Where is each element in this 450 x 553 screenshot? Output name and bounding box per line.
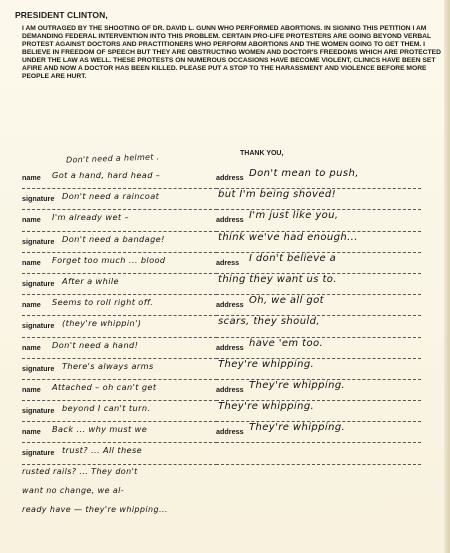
left-fill-line [22, 421, 217, 422]
right-row [216, 231, 421, 255]
handwritten-top-line: Don't need a helmet . [65, 152, 160, 165]
left-row [22, 297, 217, 318]
right-handwriting: I don't believe a [249, 252, 337, 264]
left-row [22, 403, 217, 424]
left-row [22, 340, 217, 361]
left-label-name: name [22, 384, 41, 394]
right-handwriting: I'm just like you, [249, 210, 339, 222]
right-label-address: address [216, 427, 244, 437]
left-label-name: name [22, 300, 41, 310]
right-row [216, 170, 421, 191]
right-handwriting: but I'm being shoved! [218, 189, 337, 201]
left-fill-line [22, 188, 217, 189]
left-handwriting: Forget too much ... blood [52, 254, 166, 265]
left-label-signature: signature [22, 321, 55, 331]
left-fill-line [22, 273, 217, 274]
petition-body: I AM OUTRAGED BY THE SHOOTING OF DR. DAVID L. GUNN WHO PERFORMED ABORTIONS. IN SIGNING THIS PETITION I AM DEMANDING FEDERAL INTERVENTION INTO THIS PROBLEM. CERTAIN PRO-LIFE PROTESTERS ARE GOING BEYOND VERBAL PROTEST AGAINST DOCTORS AND PRACTITIONERS WHO PERFORM ABORTIONS AND THE WOMEN GOING TO GET THEM. I BELIEVE IN FREEDOM OF SPEECH BUT THEY ARE OBSTRUCTING WOMEN AND DOCTOR'S FREEDOMS WHICH ARE PROTECTED UNDER THE LAW AS WELL. THESE PROTESTS ON NUMEROUS OCCASIONS HAVE BECOME VIOLENT, CLINICS HAVE BEEN SET AFIRE AND NOW A DOCTOR HAS BEEN KILLED. PLEASE PUT A STOP TO THE HARASSMENT AND VIOLENCE BEFORE MORE PEOPLE ARE HURT. [22, 25, 441, 80]
left-fill-line [22, 209, 217, 210]
left-handwriting: After a while [62, 275, 119, 286]
right-label-address: address [216, 173, 244, 182]
right-row [216, 337, 421, 361]
left-fill-line [22, 400, 217, 401]
right-handwriting: They're whipping. [218, 358, 315, 370]
left-label-signature: signature [22, 448, 55, 458]
left-handwriting: (they're whippin') [62, 318, 142, 329]
tail-handwriting-line: rusted rails? ... They don't [22, 467, 138, 476]
left-fill-line [22, 442, 217, 443]
right-fill-line [216, 464, 421, 465]
right-handwriting: have 'em too. [249, 337, 324, 349]
tail-handwriting-line: want no change, we al- [22, 486, 125, 495]
right-fill-line [216, 442, 421, 443]
left-row [22, 382, 217, 403]
left-fill-line [22, 231, 217, 232]
left-label-name: name [22, 173, 41, 182]
left-handwriting: There's always arms [62, 360, 154, 371]
left-row [22, 424, 217, 445]
right-row [216, 252, 421, 276]
right-label-address: address [216, 300, 244, 310]
left-fill-line [22, 379, 217, 380]
right-row [216, 273, 421, 297]
left-handwriting: Don't need a bandage! [62, 233, 165, 244]
left-signature-column [22, 170, 217, 467]
left-handwriting: Don't need a hand! [52, 339, 139, 350]
left-label-name: name [22, 342, 41, 352]
page-edge [444, 0, 450, 553]
right-handwriting: They're whipping. [249, 379, 346, 391]
left-handwriting: Attached – oh can't get [52, 381, 157, 392]
right-label-address: address [216, 384, 244, 394]
right-label-address: address [216, 215, 244, 225]
right-handwriting: scars, they should, [218, 316, 320, 328]
left-label-signature: signature [22, 406, 55, 416]
right-row [216, 445, 421, 466]
left-label-signature: signature [22, 194, 55, 204]
left-fill-line [22, 464, 217, 465]
closing-thank-you: THANK YOU, [240, 150, 284, 157]
left-fill-line [22, 337, 217, 338]
right-handwriting: think we've had enough... [218, 231, 358, 243]
left-fill-line [22, 252, 217, 253]
left-handwriting: Got a hand, hard head – [52, 170, 161, 180]
right-row [216, 358, 421, 382]
left-row [22, 170, 217, 191]
right-row [216, 297, 421, 318]
left-handwriting: I'm already wet – [52, 212, 130, 223]
left-handwriting: beyond I can't turn. [62, 403, 151, 414]
right-address-column [216, 170, 421, 467]
right-handwriting: They're whipping. [218, 401, 315, 413]
left-label-name: name [22, 215, 41, 225]
right-handwriting: Oh, we all got [249, 295, 324, 307]
right-handwriting: Don't mean to push, [249, 168, 359, 179]
left-label-signature: signature [22, 236, 55, 246]
left-label-signature: signature [22, 278, 55, 288]
left-fill-line [22, 358, 217, 359]
right-label-adress: adress [216, 257, 240, 267]
right-row [216, 212, 421, 233]
right-handwriting: thing they want us to. [218, 273, 337, 285]
left-row [22, 361, 217, 382]
left-row [22, 234, 217, 255]
left-row [22, 212, 217, 233]
left-label-signature: signature [22, 363, 55, 373]
right-row [216, 424, 421, 445]
left-handwriting: trust? ... All these [62, 445, 143, 456]
left-row [22, 318, 217, 339]
right-row [216, 318, 421, 339]
tail-handwriting-line: ready have — they're whipping... [22, 505, 168, 514]
left-row [22, 255, 217, 276]
left-label-name: name [22, 257, 41, 267]
left-handwriting: Seems to roll right off. [52, 297, 154, 308]
right-row [216, 403, 421, 424]
left-row [22, 445, 217, 466]
left-row [22, 191, 217, 212]
petition-heading: PRESIDENT CLINTON, [15, 10, 108, 20]
right-row [216, 191, 421, 212]
right-row [216, 379, 421, 403]
left-fill-line [22, 294, 217, 295]
left-handwriting: Back ... why must we [52, 424, 148, 435]
left-fill-line [22, 315, 217, 316]
left-row [22, 276, 217, 297]
right-handwriting: They're whipping. [249, 422, 346, 434]
left-handwriting: Don't need a raincoat [62, 191, 160, 202]
left-label-name: name [22, 427, 41, 437]
right-label-address: address [216, 342, 244, 352]
